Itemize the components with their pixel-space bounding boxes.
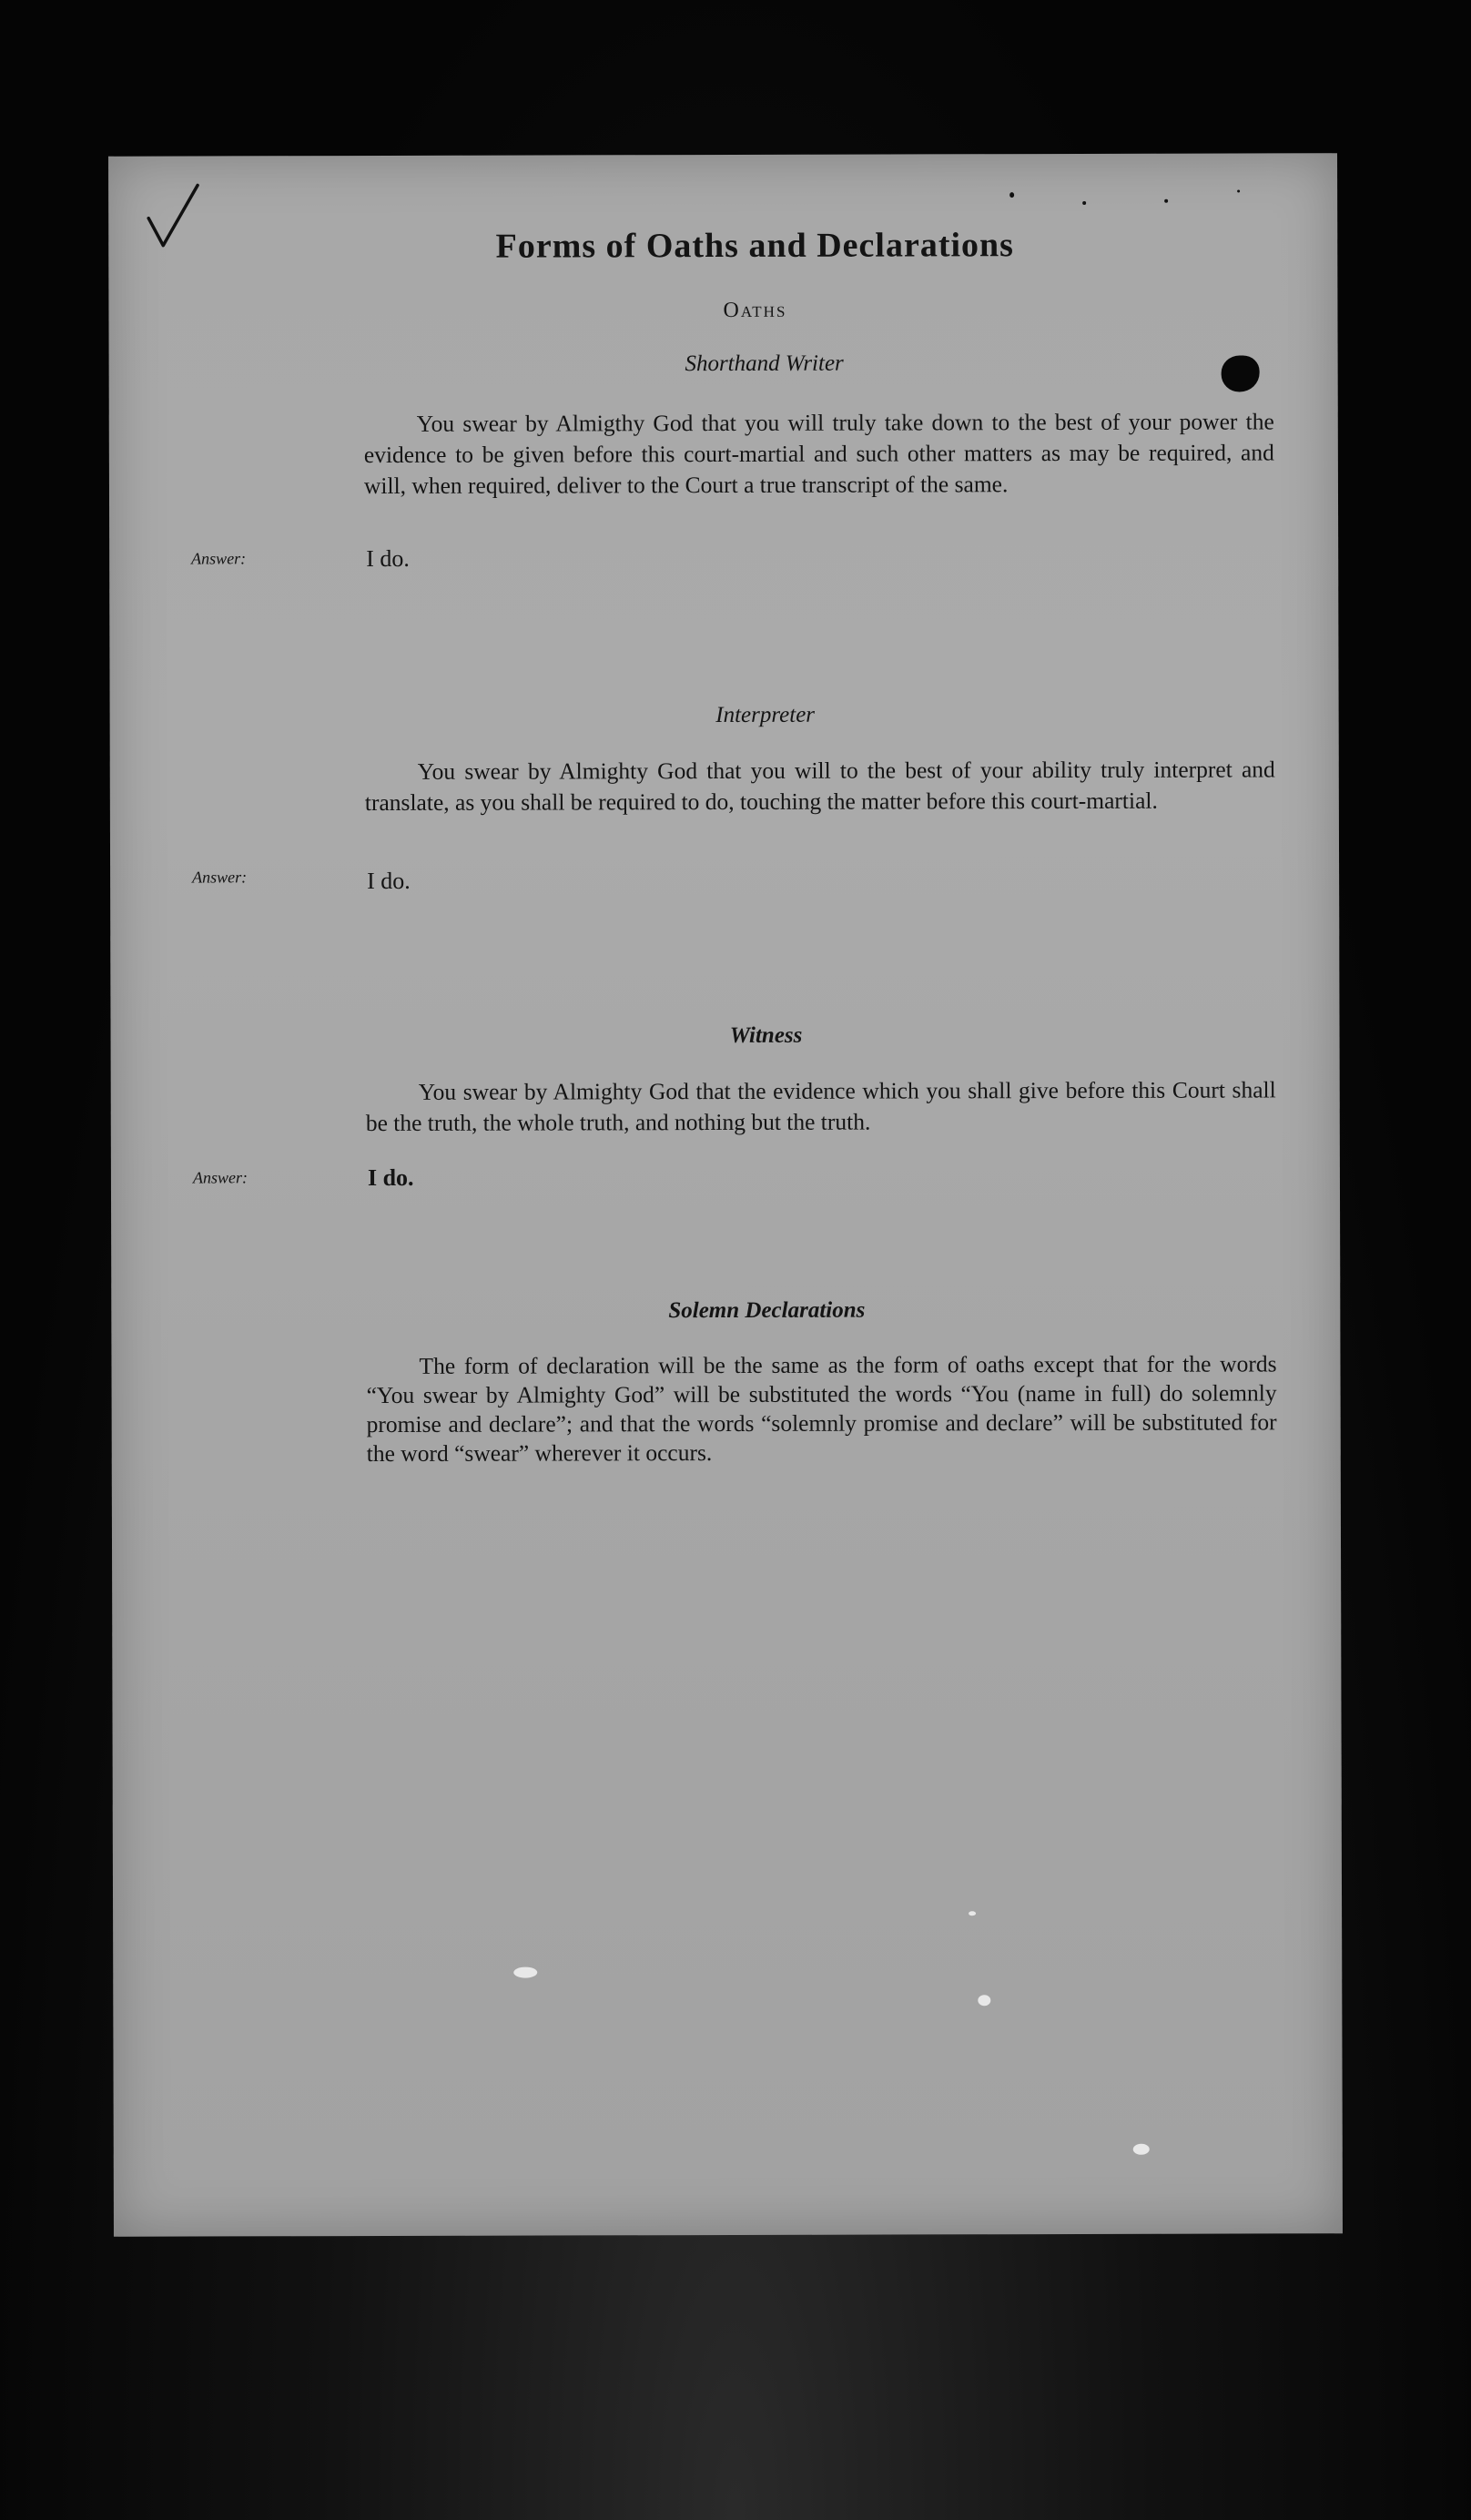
oath-text-witness: You swear by Almighty God that the evidence which you shall give before this Court shall be the truth, the whole truth, and nothing but the truth. [365, 1076, 1276, 1137]
speck [969, 1911, 976, 1915]
speck [1164, 199, 1168, 203]
heading-shorthand-writer: Shorthand Writer [685, 351, 844, 377]
page-title: Forms of Oaths and Declarations [495, 226, 1014, 266]
heading-solemn-declarations: Solemn Declarations [668, 1297, 866, 1324]
speck [1009, 192, 1014, 198]
declaration-text: The form of declaration will be the same as the form of oaths except that for the words “You swear by Almighty God” will be substituted the words “You (name in full) do solemnly promise and declare”; and that the words “solemnly promise and declare” will be substituted for the word “swear” wherever it occurs. [366, 1350, 1277, 1468]
answer-shorthand-writer: I do. [366, 544, 410, 573]
speck [978, 1995, 990, 2006]
speck [1133, 2144, 1150, 2155]
answer-witness: I do. [367, 1163, 414, 1192]
speck [1082, 201, 1086, 205]
ink-blot [1222, 355, 1260, 391]
heading-interpreter: Interpreter [715, 702, 816, 728]
speck [513, 1967, 537, 1978]
answer-label-interpreter: Answer: [192, 868, 248, 887]
oath-text-shorthand-writer: You swear by Almigthy God that you will truly take down to the best of your power the evidence to be given before this court-martial and such other matters as may be required, and will, when required, deliver to the Court a true transcript of the same. [363, 408, 1274, 500]
answer-label-shorthand-writer: Answer: [191, 549, 247, 568]
heading-witness: Witness [729, 1022, 803, 1048]
oath-text-interpreter: You swear by Almighty God that you will to the best of your ability truly interpret and translate, as you shall be required to do, touching the matter before this court-martial. [364, 756, 1275, 817]
answer-interpreter: I do. [367, 867, 411, 895]
speck [1237, 190, 1240, 193]
answer-label-witness: Answer: [192, 1168, 248, 1187]
document-page [108, 153, 1343, 2237]
section-heading-oaths: Oaths [723, 298, 787, 323]
